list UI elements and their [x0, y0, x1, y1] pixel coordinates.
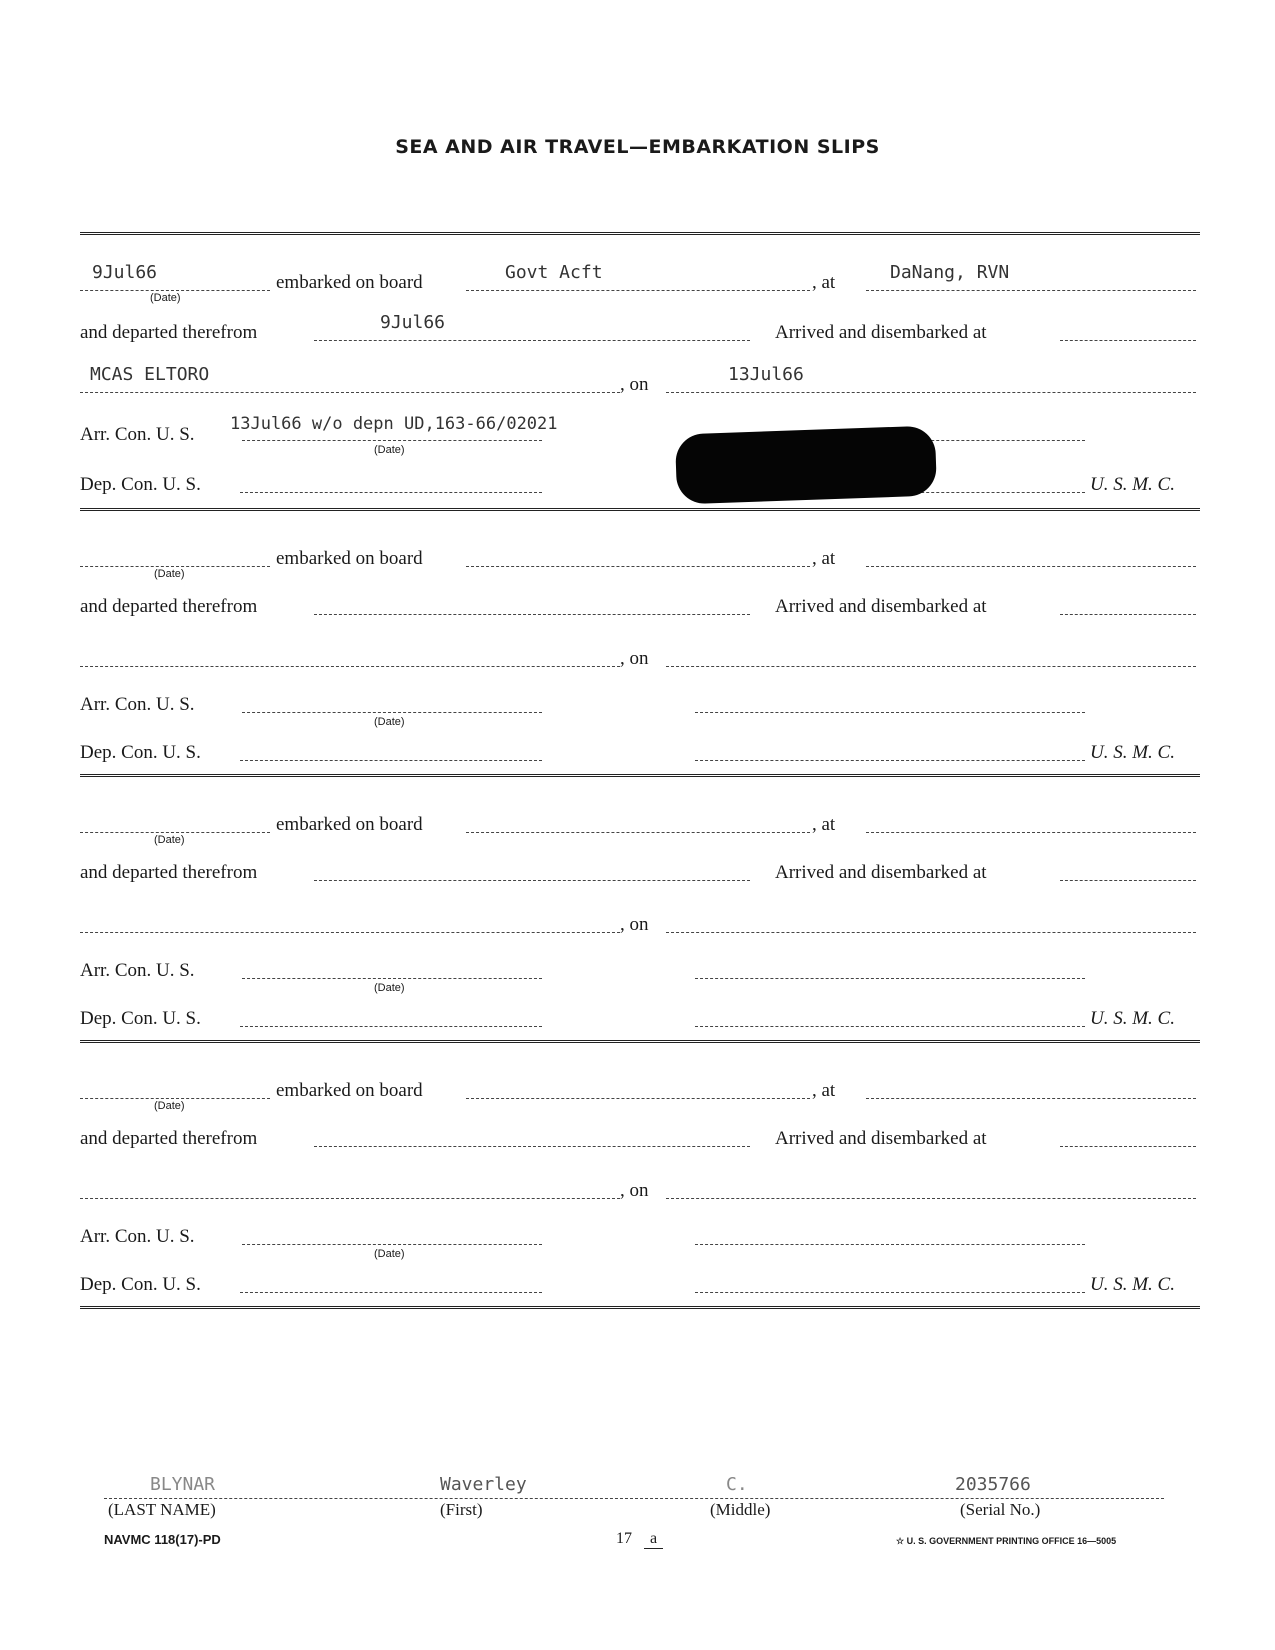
slip3-place-line [866, 832, 1196, 833]
slip3-arrived-line [1060, 880, 1196, 881]
slip4-arrived-label: Arrived and disembarked at [775, 1128, 987, 1149]
slip3-arr-con-right-line [695, 978, 1085, 979]
slip4-departed-label: and departed therefrom [80, 1128, 258, 1149]
slip2-arr-con-label: Arr. Con. U. S. [80, 694, 195, 715]
slip2-vessel-line [466, 566, 810, 567]
slip4-arrived-line [1060, 1146, 1196, 1147]
slip2-departed-label: and departed therefrom [80, 596, 258, 617]
slip1-departed-value: 9Jul66 [380, 312, 446, 333]
slip1-arrival-place-value: MCAS ELTORO [90, 364, 210, 385]
slip1-arr-con-line [242, 440, 542, 441]
slip2-arrived-line [1060, 614, 1196, 615]
slip2-usmc-label: U. S. M. C. [1090, 742, 1175, 763]
slip3-arrival-date-line [666, 932, 1196, 933]
name-line [104, 1498, 1164, 1499]
middle-name-label: (Middle) [710, 1500, 771, 1519]
slip4-date-line [80, 1098, 270, 1099]
slip4-dep-con-line [240, 1292, 542, 1293]
slip1-at-label: , at [812, 272, 836, 293]
last-name-value: BLYNAR [150, 1474, 216, 1495]
serial-no-value: 2035766 [955, 1474, 1031, 1495]
slip3-arrived-label: Arrived and disembarked at [775, 862, 987, 883]
slip4-arrival-date-line [666, 1198, 1196, 1199]
slip4-departed-line [314, 1146, 750, 1147]
slip3-on-label: , on [620, 914, 649, 935]
slip2-place-line [866, 566, 1196, 567]
slip3-arrival-place-line [80, 932, 620, 933]
slip3-dep-con-label: Dep. Con. U. S. [80, 1008, 201, 1029]
slip2-dep-con-label: Dep. Con. U. S. [80, 742, 201, 763]
slip4-arrival-place-line [80, 1198, 620, 1199]
page-number-suffix: a [644, 1530, 663, 1549]
page-number [616, 1530, 663, 1549]
slip1-dep-con-line [240, 492, 542, 493]
gpo-imprint: ☆ U. S. GOVERNMENT PRINTING OFFICE 16—5005 [896, 1536, 1117, 1546]
slip4-arr-con-right-line [695, 1244, 1085, 1245]
slip1-date-line [80, 290, 270, 291]
slip2-arrival-date-line [666, 666, 1196, 667]
slip3-date-line [80, 832, 270, 833]
slip2-arrival-place-line [80, 666, 620, 667]
rule-1 [80, 508, 1200, 511]
slip1-departed-label: and departed therefrom [80, 322, 258, 343]
slip4-dep-con-right-line [695, 1292, 1085, 1293]
slip1-place-line [866, 290, 1196, 291]
slip1-place-value: DaNang, RVN [890, 262, 1010, 283]
slip2-arr-con-date-caption: (Date) [374, 716, 405, 728]
slip3-dep-con-line [240, 1026, 542, 1027]
slip1-arrived-line [1060, 340, 1196, 341]
slip1-on-label: , on [620, 374, 649, 395]
first-name-label: (First) [440, 1500, 483, 1519]
slip1-arr-con-date-caption: (Date) [374, 444, 405, 456]
slip1-arrived-label: Arrived and disembarked at [775, 322, 987, 343]
slip3-arr-con-line [242, 978, 542, 979]
slip3-arr-con-label: Arr. Con. U. S. [80, 960, 195, 981]
slip3-vessel-line [466, 832, 810, 833]
slip1-dep-con-label: Dep. Con. U. S. [80, 474, 201, 495]
slip1-arrival-date-value: 13Jul66 [728, 364, 804, 385]
slip1-embarked-label: embarked on board [276, 272, 423, 293]
slip4-arr-con-line [242, 1244, 542, 1245]
middle-name-value: C. [726, 1474, 748, 1495]
slip2-on-label: , on [620, 648, 649, 669]
slip2-arr-con-right-line [695, 712, 1085, 713]
slip3-embarked-label: embarked on board [276, 814, 423, 835]
slip2-dep-con-line [240, 760, 542, 761]
rule-3 [80, 1040, 1200, 1043]
slip2-dep-con-right-line [695, 760, 1085, 761]
last-name-label: (LAST NAME) [108, 1500, 216, 1519]
slip3-usmc-label: U. S. M. C. [1090, 1008, 1175, 1029]
rule-2 [80, 774, 1200, 777]
slip1-date-caption: (Date) [150, 292, 181, 304]
slip2-departed-line [314, 614, 750, 615]
slip4-date-caption: (Date) [154, 1100, 185, 1112]
rule-4 [80, 1306, 1200, 1309]
slip2-date-line [80, 566, 270, 567]
slip2-at-label: , at [812, 548, 836, 569]
slip1-date-value: 9Jul66 [92, 262, 158, 283]
slip3-at-label: , at [812, 814, 836, 835]
slip2-date-caption: (Date) [154, 568, 185, 580]
slip1-arrival-date-line [666, 392, 1196, 393]
slip3-date-caption: (Date) [154, 834, 185, 846]
slip3-departed-label: and departed therefrom [80, 862, 258, 883]
slip2-embarked-label: embarked on board [276, 548, 423, 569]
slip4-arr-con-label: Arr. Con. U. S. [80, 1226, 195, 1247]
form-number: NAVMC 118(17)-PD [104, 1532, 221, 1547]
serial-no-label: (Serial No.) [960, 1500, 1041, 1519]
slip4-usmc-label: U. S. M. C. [1090, 1274, 1175, 1295]
slip4-place-line [866, 1098, 1196, 1099]
slip3-dep-con-right-line [695, 1026, 1085, 1027]
slip4-dep-con-label: Dep. Con. U. S. [80, 1274, 201, 1295]
slip1-departed-line [314, 340, 750, 341]
slip1-usmc-label: U. S. M. C. [1090, 474, 1175, 495]
slip4-embarked-label: embarked on board [276, 1080, 423, 1101]
first-name-value: Waverley [440, 1474, 527, 1495]
slip4-arr-con-date-caption: (Date) [374, 1248, 405, 1260]
slip1-vessel-line [466, 290, 810, 291]
slip4-at-label: , at [812, 1080, 836, 1101]
slip2-arrived-label: Arrived and disembarked at [775, 596, 987, 617]
rule-top [80, 232, 1200, 235]
slip1-vessel-value: Govt Acft [505, 262, 603, 283]
slip1-arr-con-value: 13Jul66 w/o depn UD,163-66/02021 [230, 414, 558, 434]
redaction-mark [675, 425, 937, 504]
slip4-vessel-line [466, 1098, 810, 1099]
slip4-on-label: , on [620, 1180, 649, 1201]
page-number-main: 17 [616, 1530, 632, 1547]
page-title: SEA AND AIR TRAVEL—EMBARKATION SLIPS [395, 136, 880, 158]
slip1-arrival-place-line [80, 392, 620, 393]
slip1-arr-con-label: Arr. Con. U. S. [80, 424, 195, 445]
slip2-arr-con-line [242, 712, 542, 713]
slip3-departed-line [314, 880, 750, 881]
slip3-arr-con-date-caption: (Date) [374, 982, 405, 994]
